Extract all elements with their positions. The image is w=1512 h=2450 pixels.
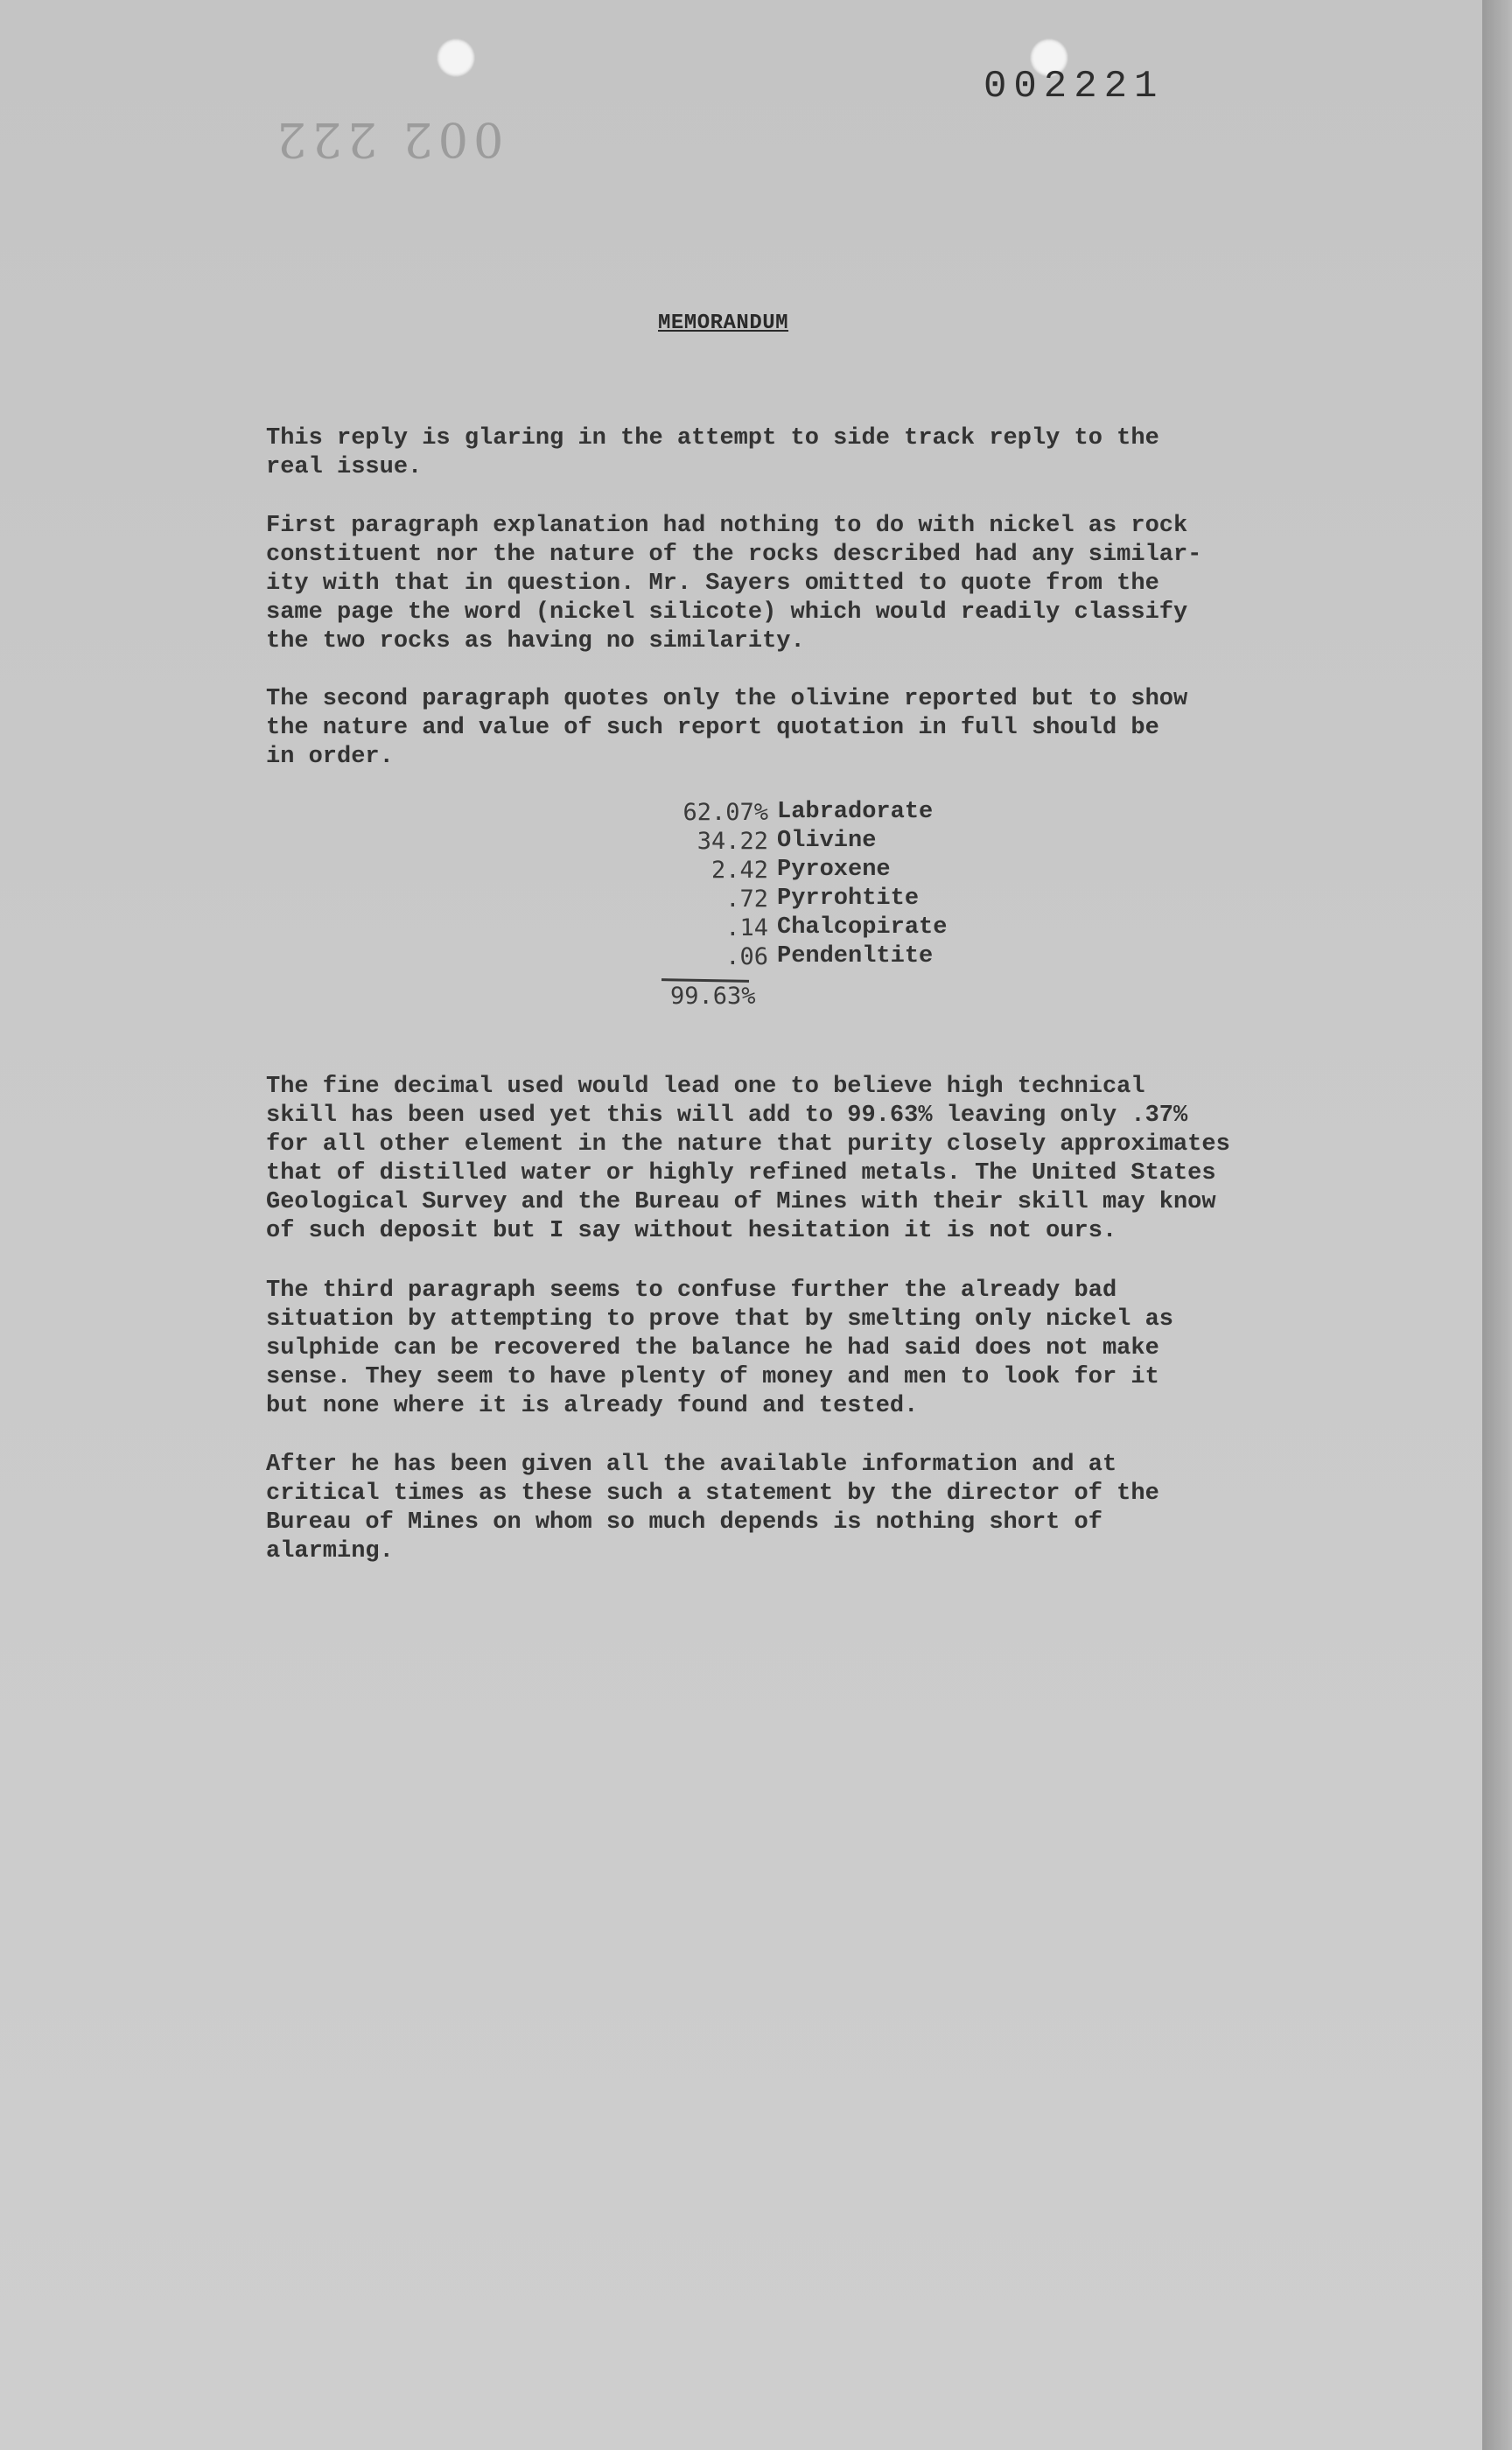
- memo-title: MEMORANDUM: [658, 312, 789, 335]
- stamp-number: 002221: [984, 65, 1165, 108]
- paragraph-2: First paragraph explanation had nothing to do with nickel as rock constituent nor the nature of the rocks described had any similar- ity with that in question. Mr. Sayers omitted to quote from the same page the word (nickel silicote) which would readily classify the two rocks as having no similarity.: [266, 513, 1202, 654]
- analysis-row: [648, 914, 947, 942]
- background-edge: [1482, 0, 1512, 2450]
- paragraph-4: The fine decimal used would lead one to believe high technical skill has been used yet this will add to 99.63% leaving only .37% for all other element in the nature that purity closely approximates that of distilled water or highly refined metals. The United States Geological Survey and the Bureau of Mines with their skill may know of such deposit but I say without hesitation it is not ours.: [266, 1074, 1230, 1244]
- paragraph-6: After he has been given all the available information and at critical times as these such a statement by the director of the Bureau of Mines on whom so much depends is nothing short of alarming.: [266, 1452, 1159, 1564]
- analysis-row: [648, 885, 947, 914]
- analysis-row: [648, 942, 947, 971]
- paragraph-5: The third paragraph seems to confuse further the already bad situation by attempting to prove that by smelting only nickel as sulphide can be recovered the balance he had said does not make sense. They seem to have plenty of money and men to look for it but none where it is already found and tested.: [266, 1278, 1173, 1419]
- analysis-value: .14: [725, 914, 768, 942]
- analysis-row: [648, 827, 947, 856]
- analysis-mineral: Chalcopirate: [777, 914, 948, 941]
- punch-hole-left: [437, 38, 475, 77]
- analysis-row: [648, 798, 947, 827]
- analysis-mineral: Labradorate: [777, 799, 934, 825]
- analysis-value: 34.22: [696, 828, 768, 855]
- analysis-value: .72: [725, 886, 768, 913]
- analysis-value: 2.42: [710, 857, 768, 884]
- analysis-mineral: Pendenltite: [777, 943, 934, 970]
- analysis-mineral: Pyroxene: [777, 857, 891, 883]
- analysis-total: 99.63%: [670, 983, 756, 1010]
- handwritten-number: 002 222: [271, 112, 504, 167]
- analysis-value: 62.07%: [682, 799, 768, 826]
- analysis-value: .06: [725, 943, 768, 970]
- paragraph-3: The second paragraph quotes only the olivine reported but to show the nature and value of such report quotation in full should be in order.: [266, 686, 1188, 770]
- analysis-row: [648, 856, 947, 885]
- analysis-mineral: Pyrrohtite: [777, 886, 920, 912]
- analysis-mineral: Olivine: [777, 828, 877, 854]
- paragraph-1: This reply is glaring in the attempt to side track reply to the real issue.: [266, 425, 1159, 480]
- mineral-analysis-table: [648, 798, 947, 971]
